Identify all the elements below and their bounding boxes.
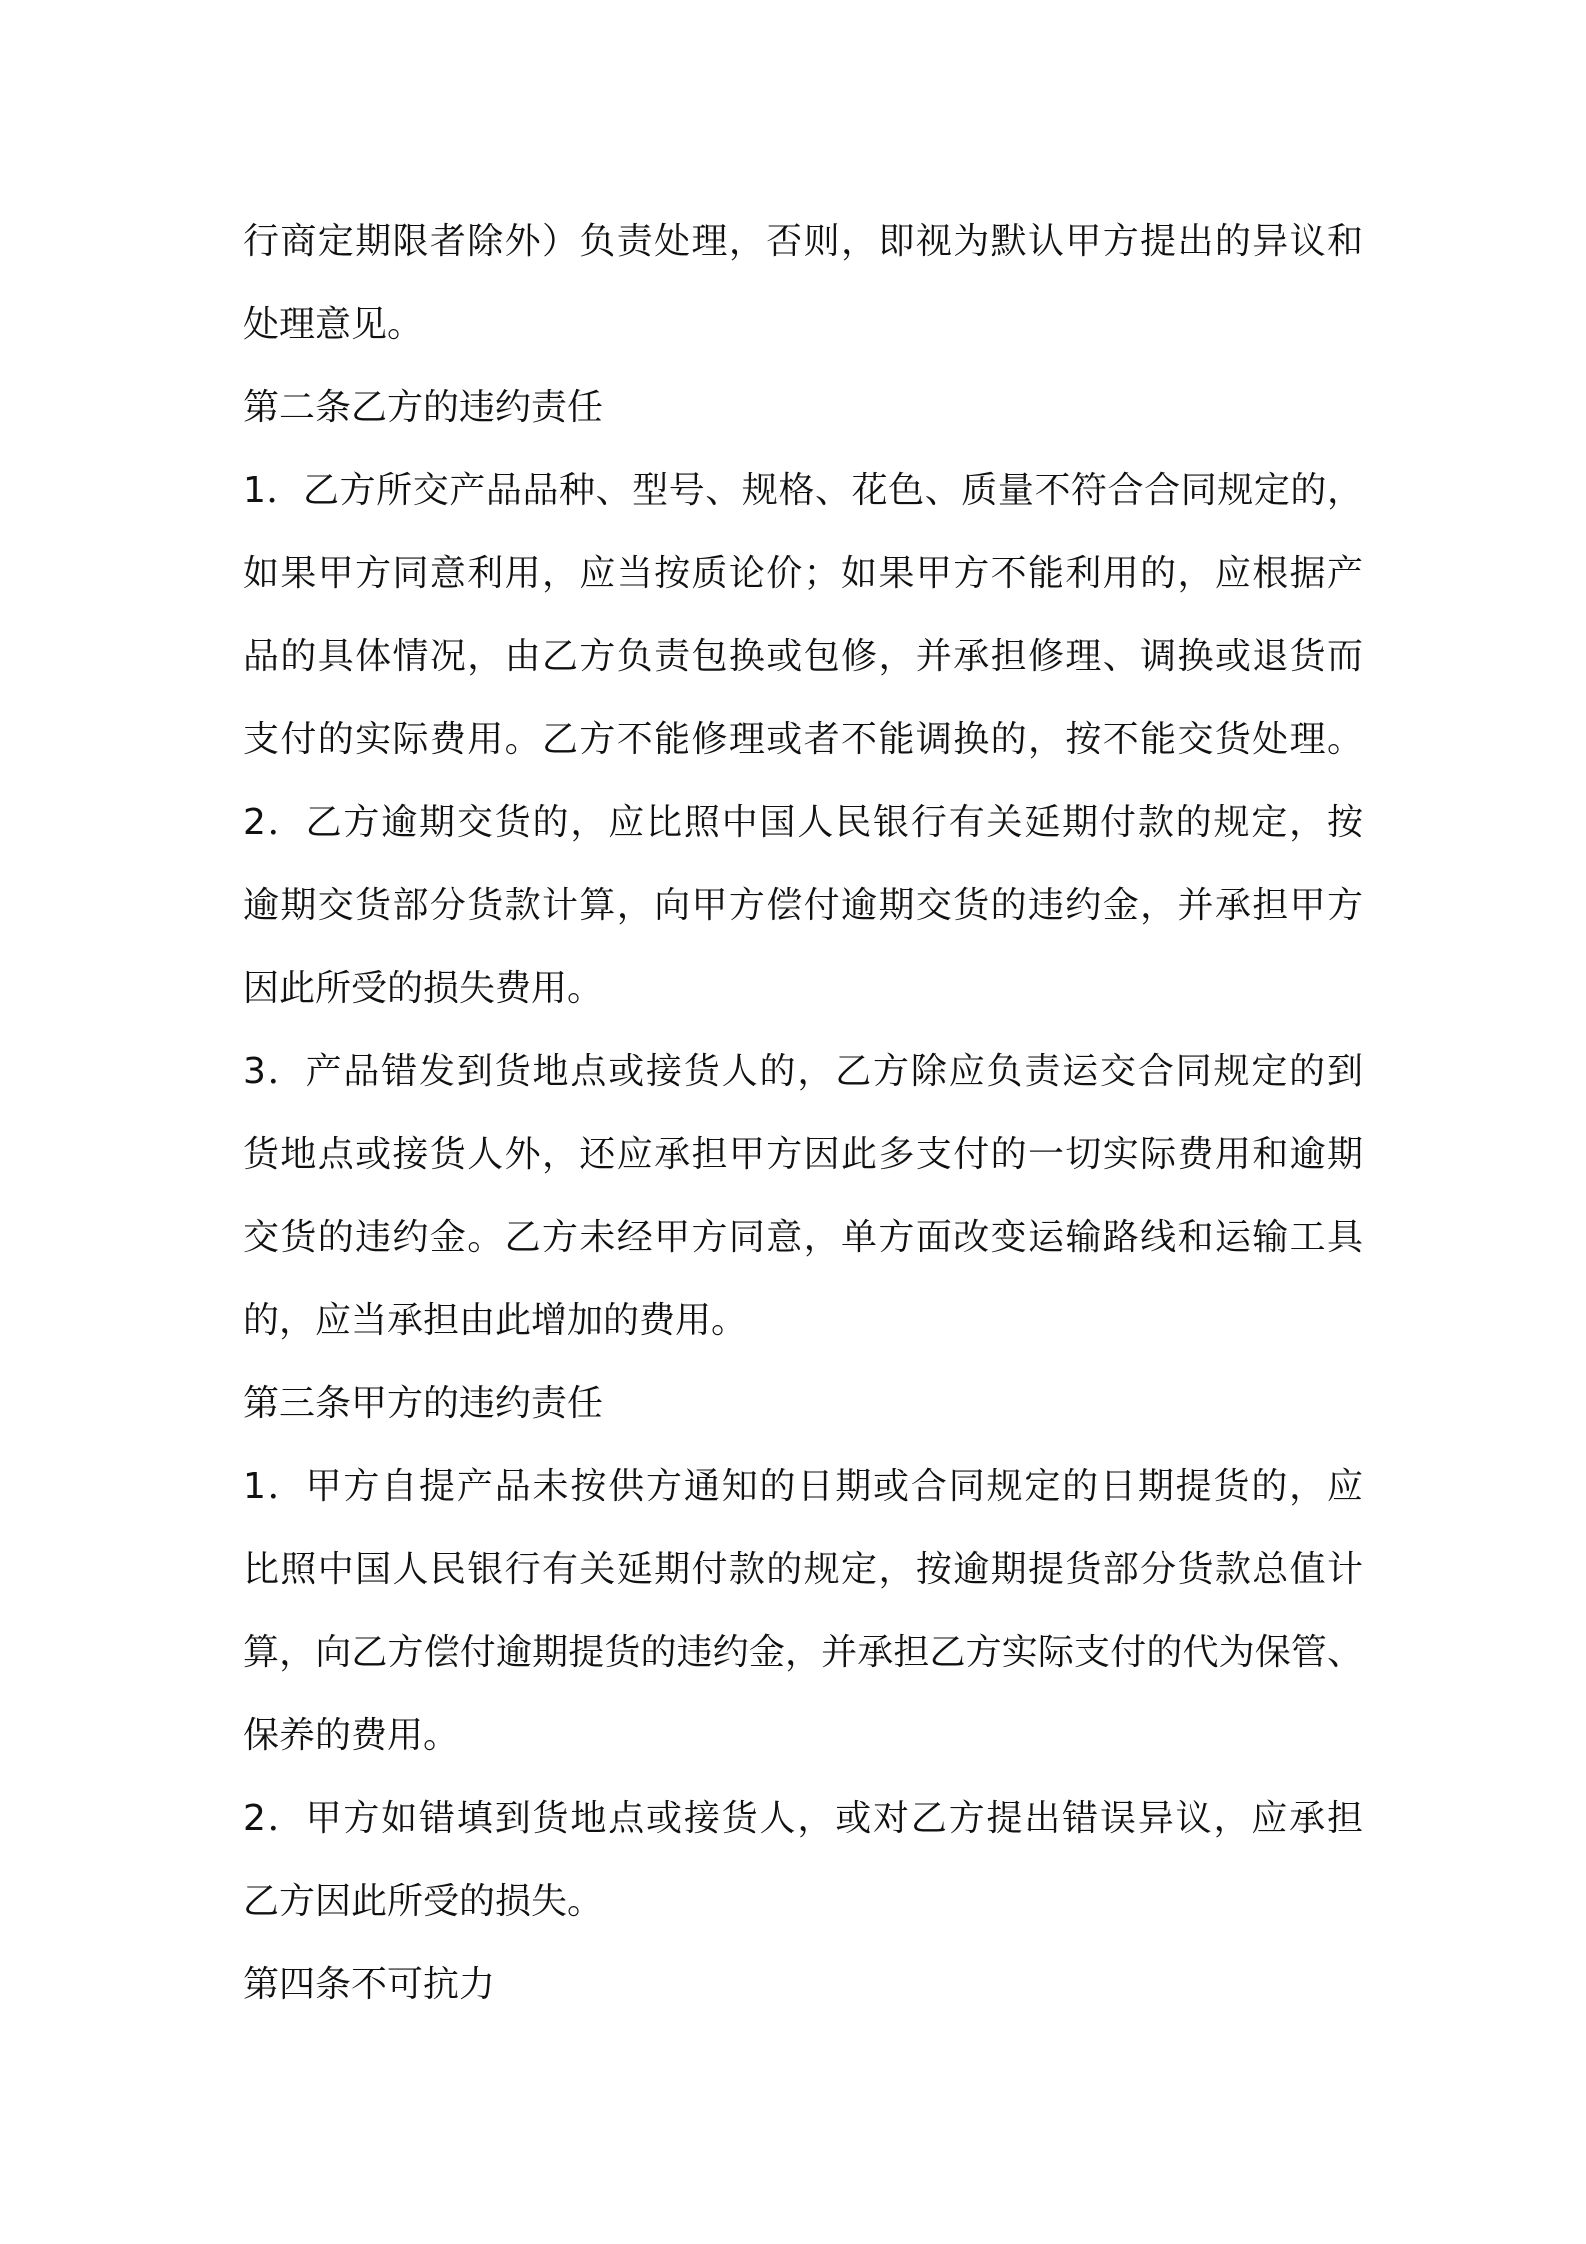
text-line: 3．产品错发到货地点或接货人的，乙方除应负责运交合同规定的到 <box>243 1051 1363 1092</box>
text-line: 比照中国人民银行有关延期付款的规定，按逾期提货部分货款总值计 <box>243 1549 1363 1590</box>
text-line: 交货的违约金。乙方未经甲方同意，单方面改变运输路线和运输工具 <box>243 1217 1363 1258</box>
text-line: 1．乙方所交产品品种、型号、规格、花色、质量不符合合同规定的， <box>243 470 1363 511</box>
text-line: 2．乙方逾期交货的，应比照中国人民银行有关延期付款的规定，按 <box>243 802 1363 843</box>
section-heading: 第四条不可抗力 <box>243 1964 496 2005</box>
section-heading: 第二条乙方的违约责任 <box>243 387 604 428</box>
text-line: 品的具体情况，由乙方负责包换或包修，并承担修理、调换或退货而 <box>243 636 1363 677</box>
text-line: 处理意见。 <box>243 304 424 345</box>
text-line: 保养的费用。 <box>243 1715 460 1756</box>
text-line: 2．甲方如错填到货地点或接货人，或对乙方提出错误异议，应承担 <box>243 1798 1363 1839</box>
text-line: 因此所受的损失费用。 <box>243 968 604 1009</box>
text-line: 支付的实际费用。乙方不能修理或者不能调换的，按不能交货处理。 <box>243 719 1363 760</box>
text-line: 货地点或接货人外，还应承担甲方因此多支付的一切实际费用和逾期 <box>243 1134 1363 1175</box>
text-line: 行商定期限者除外）负责处理，否则，即视为默认甲方提出的异议和 <box>243 221 1363 262</box>
text-line: 的，应当承担由此增加的费用。 <box>243 1300 748 1341</box>
text-line: 如果甲方同意利用，应当按质论价；如果甲方不能利用的，应根据产 <box>243 553 1363 594</box>
text-line: 算，向乙方偿付逾期提货的违约金，并承担乙方实际支付的代为保管、 <box>243 1632 1363 1673</box>
text-line: 1．甲方自提产品未按供方通知的日期或合同规定的日期提货的，应 <box>243 1466 1363 1507</box>
document-body <box>243 200 1363 2026</box>
section-heading: 第三条甲方的违约责任 <box>243 1383 604 1424</box>
text-line: 逾期交货部分货款计算，向甲方偿付逾期交货的违约金，并承担甲方 <box>243 885 1363 926</box>
text-line: 乙方因此所受的损失。 <box>243 1881 604 1922</box>
